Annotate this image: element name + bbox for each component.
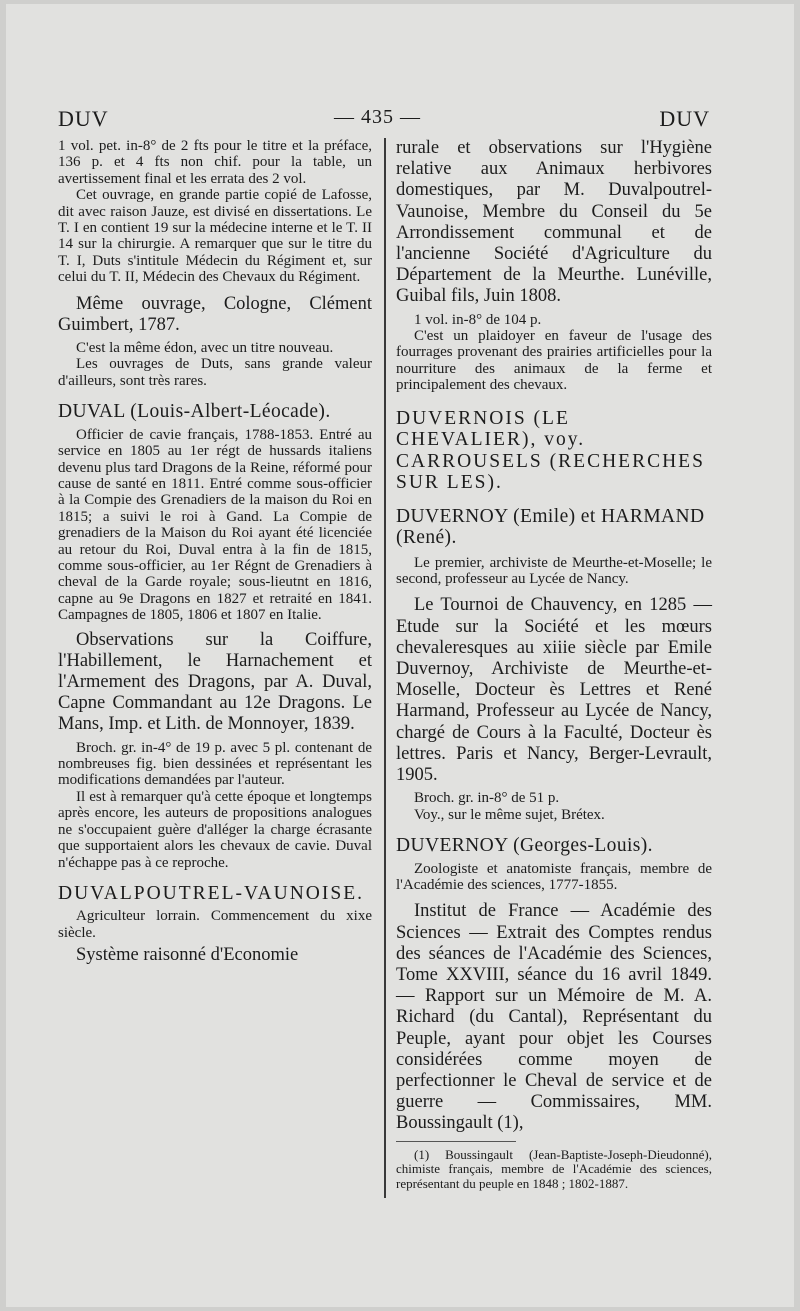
duts-rarity: Les ouvrages de Duts, sans grande valeur d'ailleurs, sont très rares. xyxy=(58,356,372,389)
duvernoy-see-also: Voy., sur le même sujet, Brétex. xyxy=(414,806,605,823)
running-header xyxy=(58,106,710,136)
duts-note: Cet ouvrage, en grande partie copié de Lafosse, dit avec raison Jauze, est divisé en dissertations. Le T. I en contient 19 sur la médecine interne et le T. II 14 sur la chirurgie. A remarquer que sur le titre du T. I, Duts s'intitule Médecin du Régiment et, sur celui du T. II, Médecin des Chevaux du Régiment. xyxy=(58,187,372,286)
duvalpoutrel-bio: Agriculteur lorrain. Commencement du xixe siècle. xyxy=(58,908,372,941)
duts-desc: 1 vol. pet. in-8° de 2 fts pour le titre et la préface, 136 p. et 4 fts non chif. pour la table, un avertissement final et les errata des 2 vol. xyxy=(58,138,372,187)
duts-same-work: Même ouvrage, Cologne, Clément Guimbert, 1787. xyxy=(58,293,372,335)
duval-title: Observations sur la Coiffure, l'Habillement, le Harnachement et l'Armement des Dragons, par A. Duval, Capne Commandant au 12e Dragons. Le Mans, Imp. et Lith. de Monnoyer, 1839. xyxy=(58,629,372,735)
duvernoy-title: Le Tournoi de Chauvency, en 1285 — Etude sur la Société et les mœurs chevaleresques au xiiie siècle par Emile Duvernoy, Archiviste de Meurthe-et-Moselle, Docteur ès Lettres et René Harmand, Professeur au Lycée de Nancy, chargé de Cours à la Faculté, Docteur ès lettres. Paris et Nancy, Berger-Levrault, 1905. xyxy=(396,595,712,786)
duts-same-note: C'est la même édon, avec un titre nouveau. xyxy=(76,340,334,357)
duvernois-heading: DUVERNOIS (LE CHEVALIER), voy. CARROUSELS (RECHERCHES SUR LES). xyxy=(396,407,705,494)
duvernoy-heading: DUVERNOY (Emile) et HARMAND (René). xyxy=(396,505,705,549)
right-column xyxy=(396,138,712,1191)
duval-note: Il est à remarquer qu'à cette époque et longtemps après encore, les auteurs de propositions analogues ne s'occupaient guère d'alléger la charge écrasante que supportaient alors les chevaux de cavie. Duval n'échappe pas à ce reproche. xyxy=(58,788,372,871)
duvalpoutrel-title-start: Système raisonné d'Economie xyxy=(76,945,299,966)
duvernoy-desc: Broch. gr. in-8° de 51 p. xyxy=(414,790,560,807)
left-column xyxy=(58,138,372,966)
column-rule xyxy=(384,138,386,1198)
georges-louis-bio: Zoologiste et anatomiste français, membre de l'Académie des sciences, 1777-1855. xyxy=(396,860,712,894)
duvalpoutrel-desc: 1 vol. in-8° de 104 p. xyxy=(414,311,542,328)
georges-louis-heading: DUVERNOY (Georges-Louis). xyxy=(396,835,653,857)
duvalpoutrel-heading: DUVALPOUTREL-VAUNOISE. xyxy=(58,882,364,904)
footnote-rule xyxy=(396,1141,516,1142)
duval-bio: Officier de cavie français, 1788-1853. Entré au service en 1805 au 1er régt de hussards italiens devenu plus tard Dragons de la Reine, réformé pour cause de santé en 1811. Entré comme sous-officier à la Compie des Grenadiers de la maison du Roi en 1815; a suivi le roi à Gand. La Compie de grenadiers de la Maison du Roi ayant été licenciée au retour du Roi, Duval entra à la fin de 1815, comme sous-officier, au 1er Régnt de Grenadiers à cheval de la Garde royale; sous-lieutnt en 1816, capne au 9e Dragons en 1827 et retraité en 1841. Campagnes de 1805, 1806 et 1807 en Italie. xyxy=(58,426,372,624)
duval-heading: DUVAL (Louis-Albert-Léocade). xyxy=(58,401,331,423)
header-right: DUV xyxy=(659,106,710,131)
header-left: DUV xyxy=(58,106,109,131)
page-number: — 435 — xyxy=(334,106,421,128)
duval-desc: Broch. gr. in-4° de 19 p. avec 5 pl. contenant de nombreuses fig. bien dessinées et représentant les modifications demandées par l'auteur. xyxy=(58,739,372,789)
georges-louis-title: Institut de France — Académie des Sciences — Extrait des Comptes rendus des séances de l'Académie des Sciences, Tome XXVIII, séance du 16 avril 1849. — Rapport sur un Mémoire de M. A. Richard (du Cantal), Représentant du Peuple, ayant pour objet les Courses considérées comme moyen de perfectionner le Cheval de service et de guerre — Commissaires, MM. Boussingault (1), xyxy=(396,901,712,1134)
footnote: (1) Boussingault (Jean-Baptiste-Joseph-Dieudonné), chimiste français, membre de l'Académie des sciences, représentant du peuple en 1848 ; 1802-1887. xyxy=(396,1146,712,1191)
duvalpoutrel-note: C'est un plaidoyer en faveur de l'usage des fourrages provenant des prairies artificielles pour la nourriture des animaux de la ferme et principalement des chevaux. xyxy=(396,328,712,394)
duvalpoutrel-title-cont: rurale et observations sur l'Hygiène relative aux Animaux herbivores domestiques, par M. Duvalpoutrel-Vaunoise, Membre du Conseil du 5e Arrondissement communal et de l'ancienne Société d'Agriculture du Département de la Meurthe. Lunéville, Guibal fils, Juin 1808. xyxy=(396,138,712,307)
duvernoy-bio: Le premier, archiviste de Meurthe-et-Moselle; le second, professeur au Lycée de Nancy. xyxy=(396,554,712,588)
